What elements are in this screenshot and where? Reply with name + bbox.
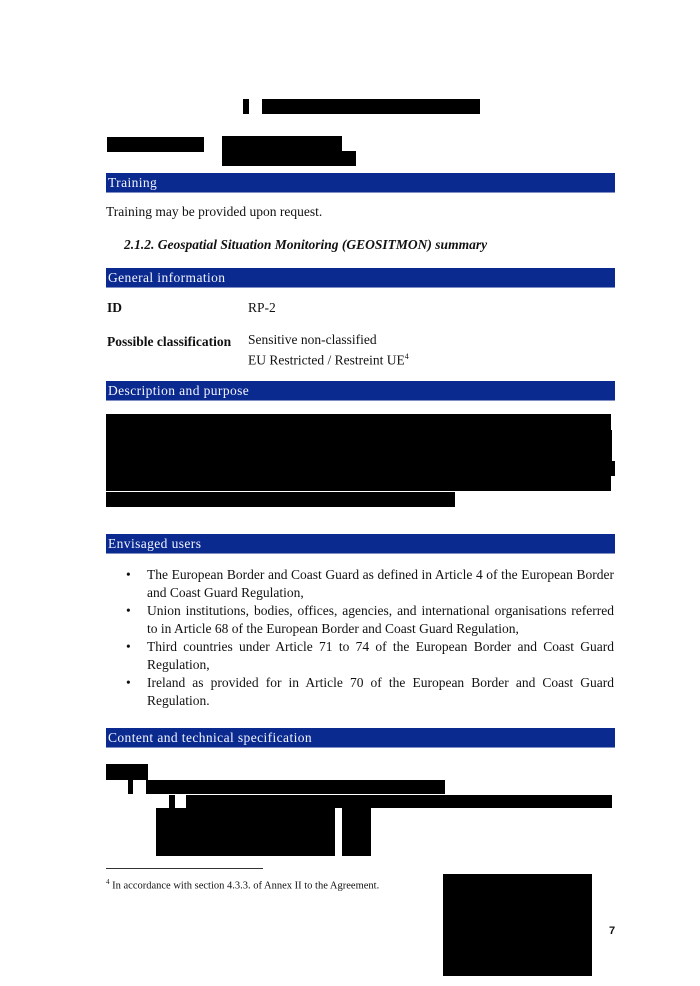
redaction-description-3: [106, 445, 612, 461]
bullet-icon: •: [126, 675, 131, 690]
footnote: [106, 876, 379, 893]
section-header-label: Description and purpose: [108, 383, 250, 398]
classification-line-2-text: EU Restricted / Restreint UE: [248, 352, 405, 368]
section-header-description: [106, 381, 615, 401]
redaction-content-mark-2: [169, 795, 175, 808]
classification-label: Possible classification: [107, 334, 232, 349]
users-list: [106, 566, 614, 710]
footnote-ref: 4: [404, 352, 409, 361]
footnote-separator: [106, 868, 263, 869]
list-item-text: Third countries under Article 71 to 74 of the European Border and Coast Guard Regulation,: [147, 639, 614, 672]
redaction-description-4: [106, 461, 615, 476]
list-item: [106, 602, 614, 638]
section-header-users: [106, 534, 615, 554]
redaction-content-line-2: [186, 795, 612, 808]
section-header-label: General information: [108, 270, 226, 285]
list-item: [106, 638, 614, 674]
redaction-title: [262, 99, 480, 114]
redaction-block-right-2: [222, 151, 356, 166]
list-item: [106, 674, 614, 710]
redaction-description-1: [106, 414, 611, 430]
bullet-icon: •: [126, 603, 131, 618]
redaction-description-5: [106, 476, 611, 491]
section-header-label: Envisaged users: [108, 536, 202, 551]
redaction-title-mark: [243, 99, 249, 114]
subsection-title: [124, 236, 487, 254]
redaction-description-6: [106, 492, 455, 507]
bullet-icon: •: [126, 567, 131, 582]
redaction-content-line-1: [146, 780, 445, 794]
redaction-content-mark-1: [128, 780, 133, 794]
section-header-training: [106, 173, 615, 193]
footnote-marker: 4: [106, 878, 110, 886]
redaction-bottom-right: [443, 874, 592, 976]
section-header-general: [106, 268, 615, 288]
redaction-content-block-2: [342, 808, 371, 856]
footnote-text: In accordance with section 4.3.3. of Annex II to the Agreement.: [112, 880, 380, 892]
section-header-label: Training: [108, 175, 158, 190]
subsection-title-text: 2.1.2. Geospatial Situation Monitoring (GEOSITMON) summary: [124, 237, 488, 252]
classification-line-2: [248, 348, 409, 370]
redaction-content-block-1: [156, 808, 335, 856]
training-text: Training may be provided upon request.: [106, 204, 323, 219]
list-item-text: Ireland as provided for in Article 70 of the European Border and Coast Guard Regulation.: [147, 675, 614, 708]
section-header-label: Content and technical specification: [108, 730, 313, 745]
id-label: ID: [107, 300, 123, 315]
redaction-block-right-1: [222, 136, 342, 151]
redaction-content-heading: [106, 764, 148, 780]
redaction-block-left: [107, 137, 204, 152]
id-value: RP-2: [248, 300, 276, 315]
list-item-text: The European Border and Coast Guard as defined in Article 4 of the European Border and Coast Guard Regulation,: [147, 567, 614, 600]
section-header-content: [106, 728, 615, 748]
page-number: 7: [609, 925, 616, 937]
bullet-icon: •: [126, 639, 131, 654]
list-item-text: Union institutions, bodies, offices, agencies, and international organisations referred to in Article 68 of the European Border and Coast Guard Regulation,: [147, 603, 614, 636]
list-item: [106, 566, 614, 602]
redaction-description-2: [106, 430, 612, 445]
classification-line-1: Sensitive non-classified: [248, 332, 377, 347]
